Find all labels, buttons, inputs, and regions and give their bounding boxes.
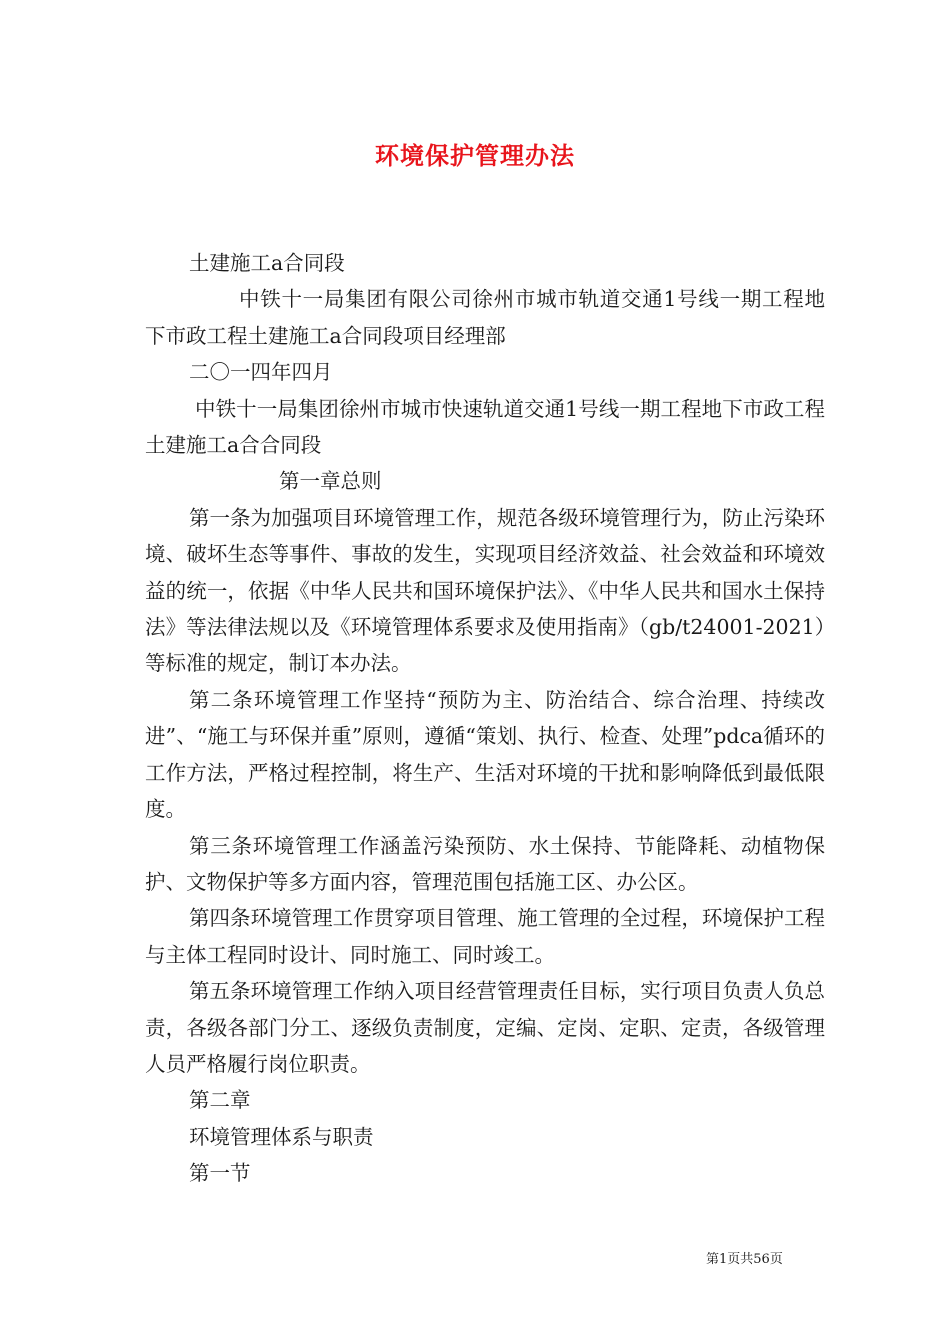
page-number: 第1页共56页 [706, 1252, 783, 1267]
project-name-line: 中铁十一局集团徐州市城市快速轨道交通1号线一期工程地下市政工程土建施工a合合同段 [145, 396, 825, 458]
date-line: 二〇一四年四月 [189, 360, 333, 385]
document-body [145, 245, 825, 1192]
article-paragraph: 第一条为加强项目环境管理工作，规范各级环境管理行为，防止污染环境、破坏生态等事件、事故的发生，实现项目经济效益、社会效益和环境效益的统一，依据《中华人民共和国环境保护法》、《中华人民共和国水土保持法》等法律法规以及《环境管理体系要求及使用指南》（gb/t24001-2021）等标准的规定，制订本办法。 [145, 505, 825, 676]
article-paragraph: 第五条环境管理工作纳入项目经营管理责任目标，实行项目负责人负总责，各级各部门分工、逐级负责制度，定编、定岗、定职、定责，各级管理人员严格履行岗位职责。 [145, 979, 825, 1076]
document-title: 环境保护管理办法 [375, 141, 575, 170]
section-heading: 第一节 [189, 1161, 251, 1186]
article-paragraph: 第二条环境管理工作坚持“预防为主、防治结合、综合治理、持续改进”、“施工与环保并重”原则，遵循“策划、执行、检查、处理”pdca循环的工作方法，严格过程控制，将生产、生活对环境的干扰和影响降低到最低限度。 [145, 687, 825, 822]
chapter-heading: 第二章 [189, 1088, 251, 1113]
chapter-heading: 第一章总则 [279, 469, 382, 494]
project-department-line: 中铁十一局集团有限公司徐州市城市轨道交通1号线一期工程地下市政工程土建施工a合同段项目经理部 [145, 287, 825, 348]
article-paragraph: 第三条环境管理工作涵盖污染预防、水土保持、节能降耗、动植物保护、文物保护等多方面内容，管理范围包括施工区、办公区。 [145, 833, 825, 894]
chapter-title: 环境管理体系与职责 [189, 1124, 374, 1149]
section-line: 土建施工a合同段 [189, 251, 345, 275]
article-paragraph: 第四条环境管理工作贯穿项目管理、施工管理的全过程，环境保护工程与主体工程同时设计、同时施工、同时竣工。 [145, 906, 825, 967]
